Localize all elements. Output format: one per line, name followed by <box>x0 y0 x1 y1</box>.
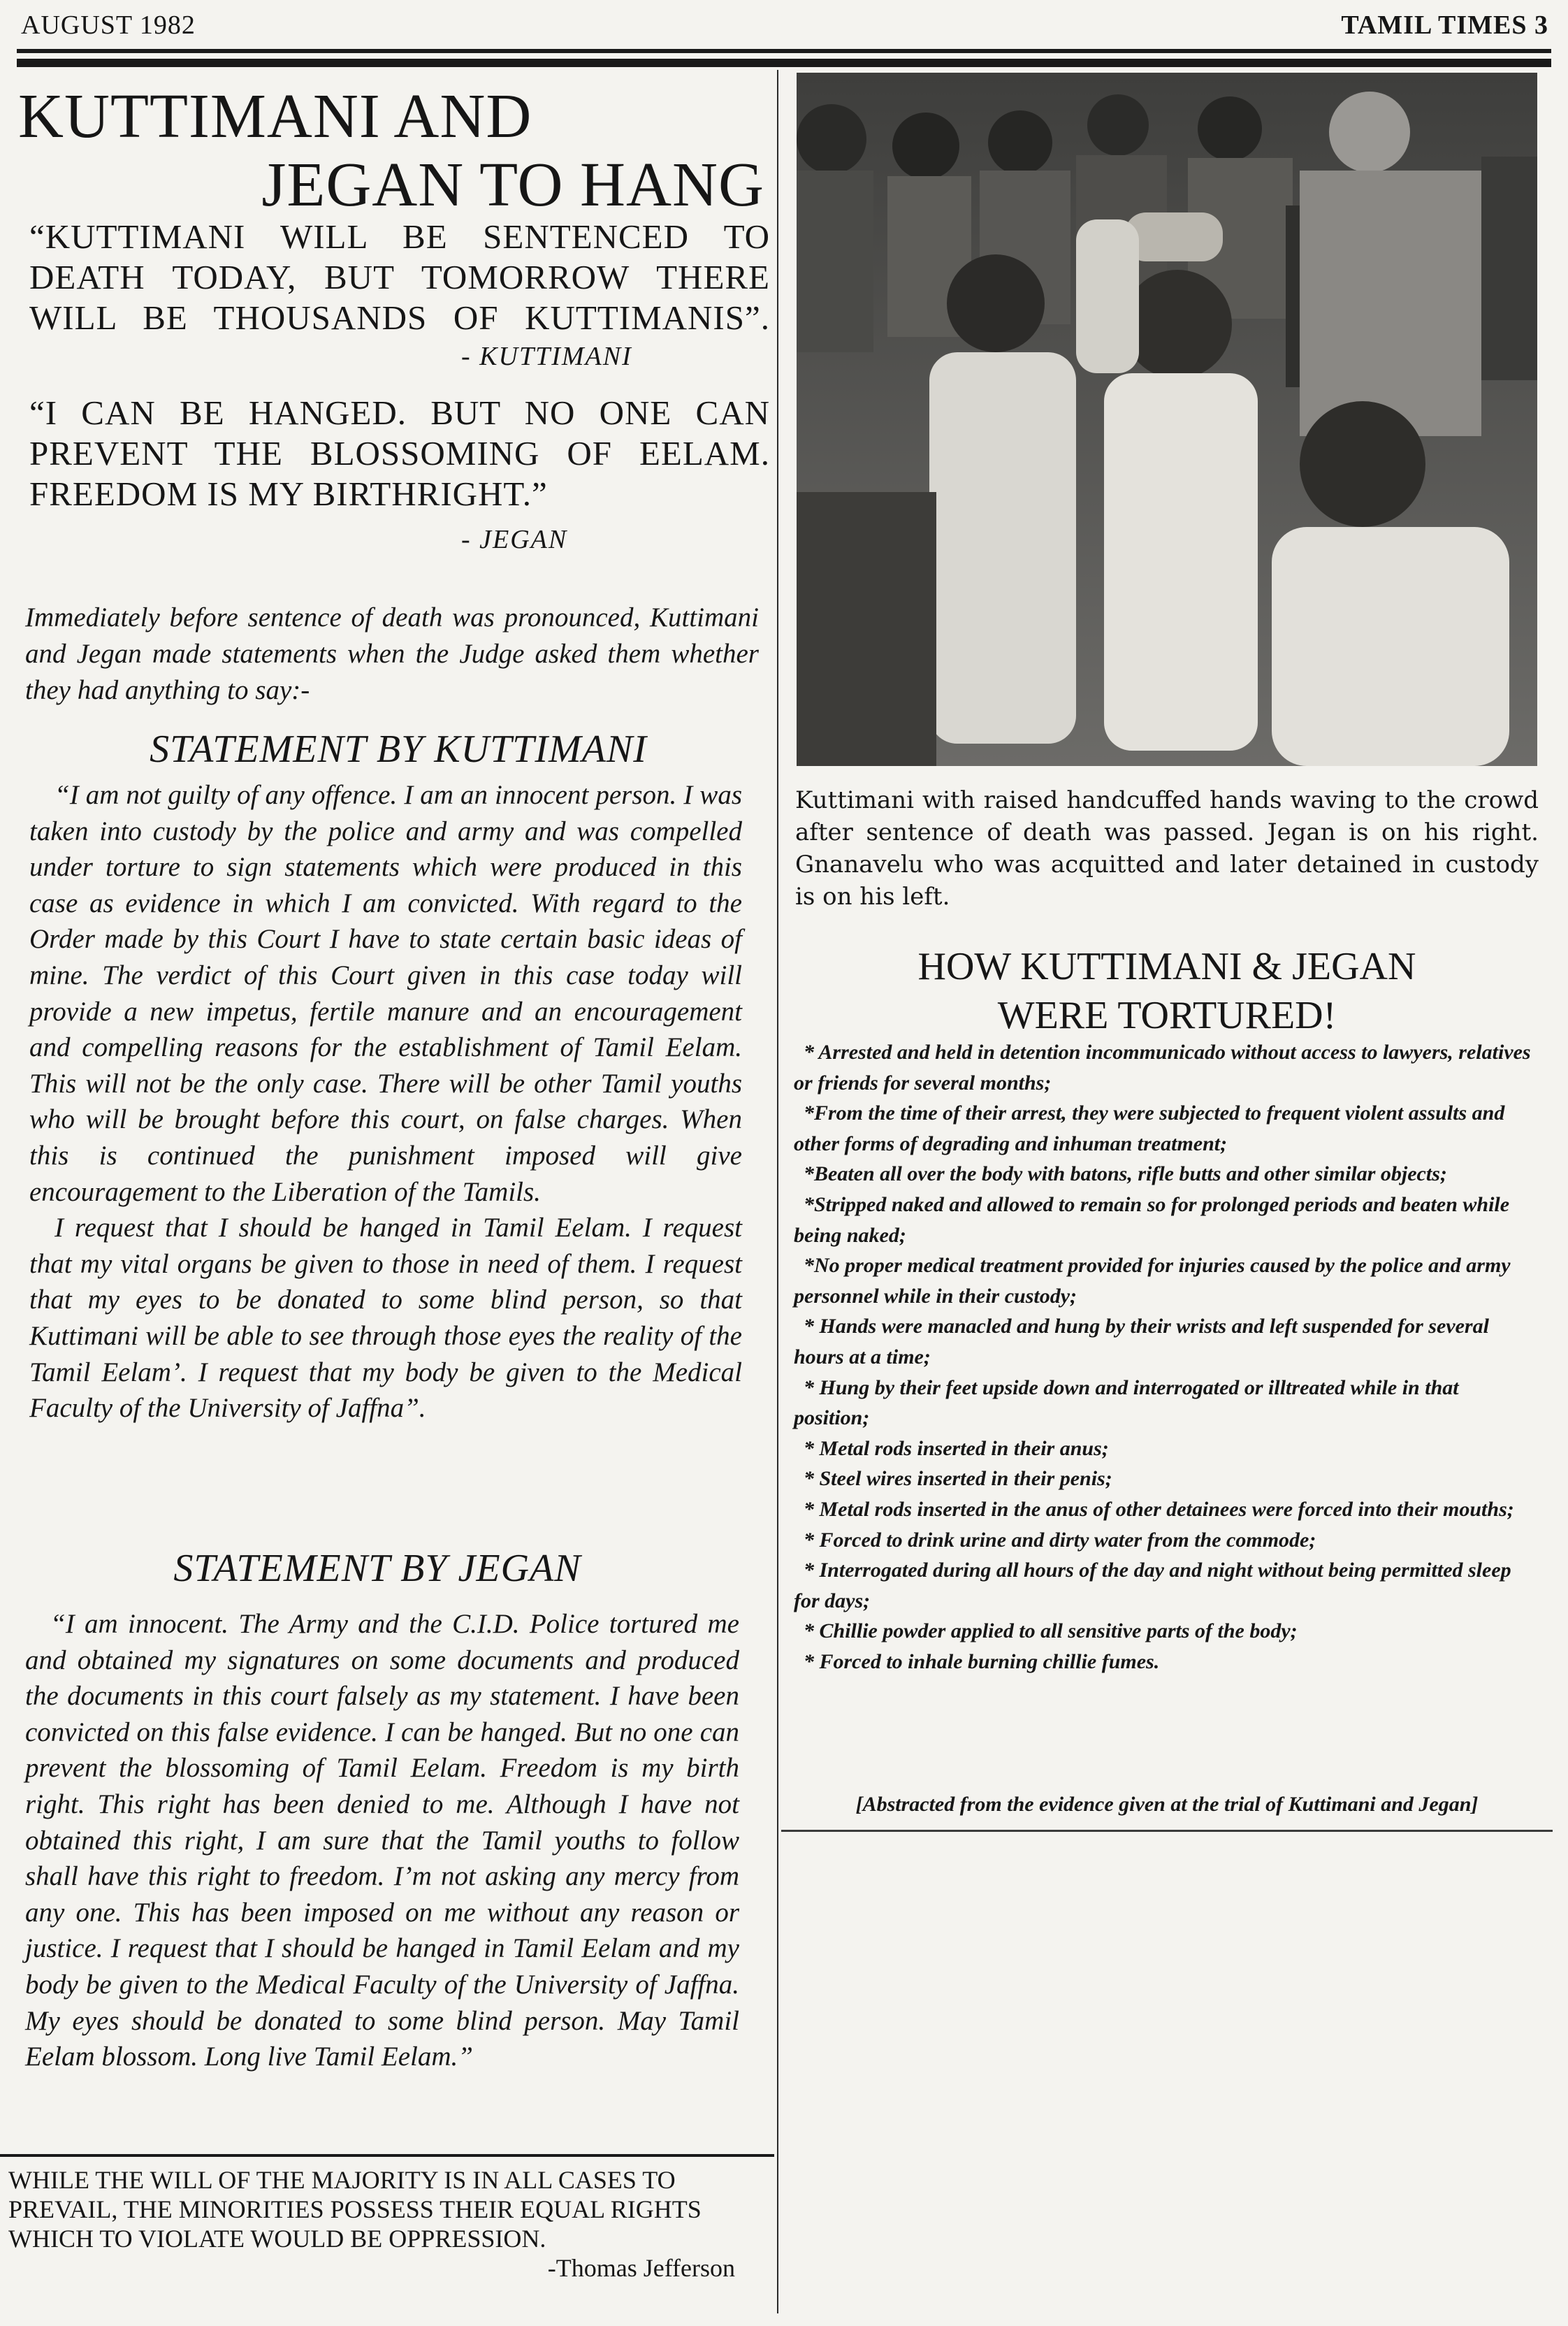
kuttimani-quote-attribution: - KUTTIMANI <box>461 342 632 371</box>
torture-sidebar-title <box>795 942 1539 1040</box>
list-item: * Forced to inhale burning chillie fumes. <box>804 1649 1160 1673</box>
jegan-statement-paragraph: “I am innocent. The Army and the C.I.D. Police tortured me and obtained my signatures on some documents and produced the documents in this court falsely as my statement. I have been convicted on this false evidence. I can be hanged. But no one can prevent the blossoming of Tamil Eelam. Freedom is my birth right. This right has been denied to me. Although I have not obtained this right, I am sure that the Tamil youths to follow shall have this right to freedom. I’m not asking any mercy from any one. This has been imposed on me without any reason or justice. I request that I should be hanged in Tamil Eelam and my body be given to the Medical Faculty of the University of Jaffna. My eyes should be donated to some blind person. May Tamil Eelam blossom. Long live Tamil Eelam.” <box>25 1609 739 2072</box>
source-note: [Abstracted from the evidence given at the trial of Kuttimani and Jegan] <box>855 1793 1479 1816</box>
list-item: * Arrested and held in detention incommunicado without access to lawyers, relatives or friends for several months; <box>794 1041 1531 1095</box>
torture-sidebar-title-line-2: WERE TORTURED! <box>997 994 1337 1037</box>
list-item: *From the time of their arrest, they were subjected to frequent violent assults and other forms of degrading and inhuman treatment; <box>794 1101 1505 1155</box>
court-photo <box>797 73 1537 766</box>
headline-line-1: KUTTIMANI AND <box>18 82 532 151</box>
sidebar-bottom-rule <box>781 1830 1553 1832</box>
jefferson-quote-text: WHILE THE WILL OF THE MAJORITY IS IN ALL CASES TO PREVAIL, THE MINORITIES POSSESS THEIR EQUAL RIGHTS WHICH TO VIOLATE WOULD BE OPPRESSION. <box>8 2166 702 2253</box>
intro-paragraph: Immediately before sentence of death was pronounced, Kuttimani and Jegan made statements when the Judge asked them whether they had anything to say:- <box>25 602 759 705</box>
jefferson-quote-author: -Thomas Jefferson <box>547 2254 735 2282</box>
masthead-rule-thick <box>17 59 1551 67</box>
list-item: * Interrogated during all hours of the day and night without being permitted sleep for days; <box>794 1559 1511 1612</box>
list-item: *No proper medical treatment provided for injuries caused by the police and army personnel while in their custody; <box>794 1254 1511 1308</box>
kuttimani-statement-paragraph: “I am not guilty of any offence. I am an innocent person. I was taken into custody by the police and army and was compelled under torture to sign statements which were produced in this case as evidence in which I am convicted. With regard to the Order made by this Court I have to state certain basic ideas of mine. The verdict of this Court given in this case today will provide a new impetus, fertile manure and an encouragement and compelling reasons for the establishment of Tamil Eelam. This will not be the only case. There will be other Tamil youths who will be brought before this court, on false charges. When this is continued the punishment imposed will give encouragement to the Liberation of the Tamils. <box>29 780 742 1207</box>
photo-caption: Kuttimani with raised handcuffed hands waving to the crowd after sentence of death was passed. Jegan is on his right. Gnanavelu who was acquitted and later detained in custody is on his left. <box>795 786 1539 911</box>
jegan-statement <box>25 1606 739 2075</box>
list-item: *Stripped naked and allowed to remain so for prolonged periods and beaten while being naked; <box>794 1192 1510 1247</box>
kuttimani-statement <box>29 777 742 1426</box>
list-item: * Forced to drink urine and dirty water from the commode; <box>804 1528 1316 1552</box>
publication-name: TAMIL TIMES 3 <box>1341 10 1548 40</box>
jefferson-quote <box>8 2165 735 2283</box>
list-item: * Metal rods inserted in the anus of other detainees were forced into their mouths; <box>804 1497 1514 1521</box>
list-item: * Chillie powder applied to all sensitive parts of the body; <box>804 1619 1298 1643</box>
jegan-statement-heading: STATEMENT BY JEGAN <box>173 1547 581 1590</box>
list-item: * Steel wires inserted in their penis; <box>804 1467 1112 1491</box>
list-item: * Hung by their feet upside down and interrogated or illtreated while in that position; <box>794 1375 1459 1430</box>
column-divider <box>777 70 778 2313</box>
list-item: * Metal rods inserted in their anus; <box>804 1436 1109 1460</box>
torture-list <box>794 1037 1532 1677</box>
headline-line-2: JEGAN TO HANG <box>261 150 764 219</box>
list-item: *Beaten all over the body with batons, rifle butts and other similar objects; <box>804 1162 1447 1186</box>
masthead-rule-thin <box>17 49 1551 53</box>
court-photo-image <box>797 73 1537 766</box>
jegan-quote-attribution: - JEGAN <box>461 525 568 554</box>
kuttimani-statement-paragraph: I request that I should be hanged in Tamil Eelam. I request that my vital organs be given to those in need of them. I request that my eyes to be donated to some blind person, so that Kuttimani will be able to see through those eyes the reality of the Tamil Eelam’. I request that my body be given to the Medical Faculty of the University of Jaffna”. <box>29 1213 742 1424</box>
quote-divider-rule <box>0 2154 774 2157</box>
headline <box>18 82 773 219</box>
list-item: * Hands were manacled and hung by their wrists and left suspended for several hours at a time; <box>794 1315 1489 1368</box>
torture-sidebar-title-line-1: HOW KUTTIMANI & JEGAN <box>917 945 1416 988</box>
kuttimani-statement-heading: STATEMENT BY KUTTIMANI <box>150 728 647 771</box>
kuttimani-quote: “KUTTIMANI WILL BE SENTENCED TO DEATH TODAY, BUT TOMORROW THERE WILL BE THOUSANDS OF KUTTIMANIS”. <box>29 217 770 337</box>
issue-date: AUGUST 1982 <box>21 10 196 40</box>
jegan-quote: “I CAN BE HANGED. BUT NO ONE CAN PREVENT THE BLOSSOMING OF EELAM. FREEDOM IS MY BIRTHRIGHT.” <box>29 393 770 513</box>
